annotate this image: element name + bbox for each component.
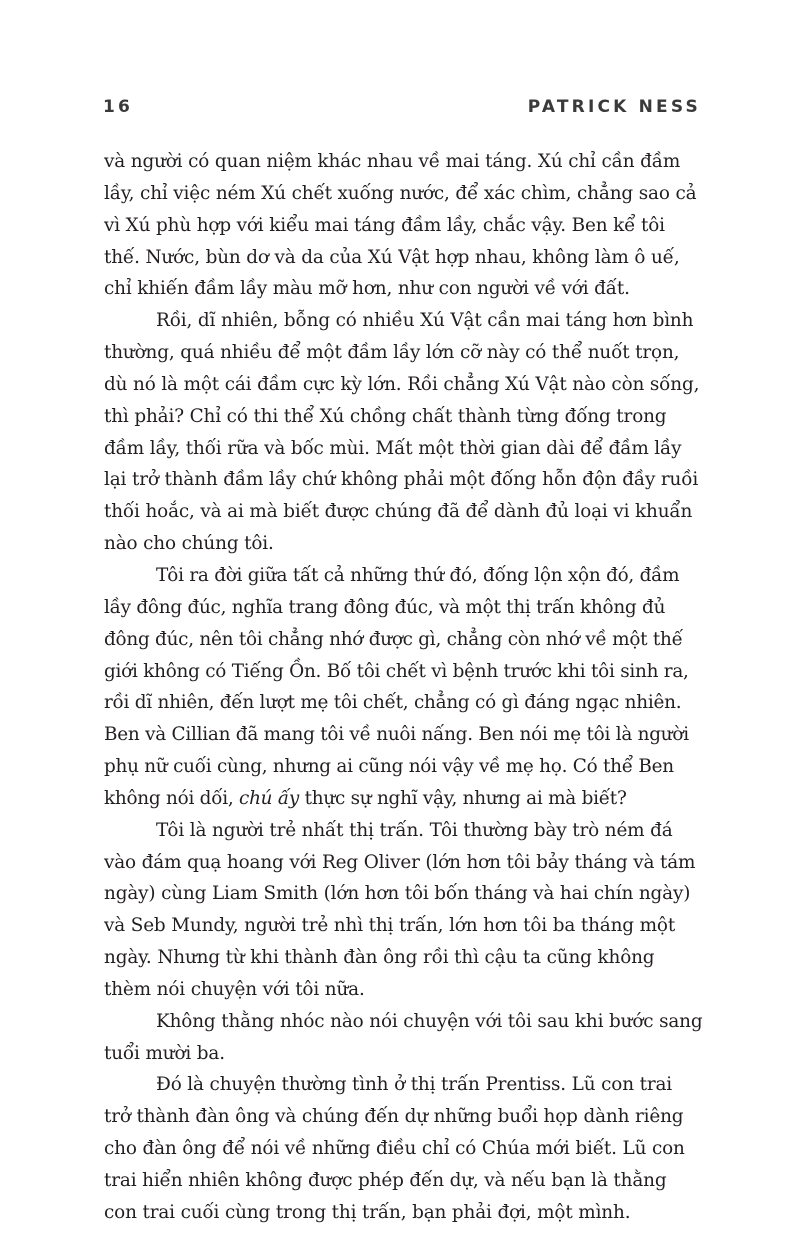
author-name: PATRICK NESS [527, 97, 701, 117]
body-text [104, 146, 704, 1229]
paragraph-3-emphasis: chú ấy [239, 787, 300, 809]
paragraph-1: và người có quan niệm khác nhau về mai táng. Xú chỉ cần đầm lầy, chỉ việc ném Xú chết xuống nước, để xác chìm, chẳng sao cả vì Xú phù hợp với kiểu mai táng đầm lầy, chắc vậy. Ben kể tôi thế. Nước, bùn dơ và da của Xú Vật hợp nhau, không làm ô uế, chỉ khiến đầm lầy màu mỡ hơn, như con người về với đất. [104, 151, 697, 300]
paragraph-2: Rồi, dĩ nhiên, bỗng có nhiều Xú Vật cần mai táng hơn bình thường, quá nhiều để một đầm lầy lớn cỡ này có thể nuốt trọn, dù nó là một cái đầm cực kỳ lớn. Rồi chẳng Xú Vật nào còn sống, thì phải? Chỉ có thi thể Xú chồng chất thành từng đống trong đầm lầy, thối rữa và bốc mùi. Mất một thời gian dài để đầm lầy lại trở thành đầm lầy chứ không phải một đống hỗn độn đầy ruồi thối hoắc, và ai mà biết được chúng đã để dành đủ loại vi khuẩn nào cho chúng tôi. [104, 310, 700, 555]
paragraph-3 [104, 560, 704, 815]
page-number: 16 [103, 97, 134, 117]
paragraph-3-text-start: Tôi ra đời giữa tất cả những thứ đó, đống lộn xộn đó, đầm lầy đông đúc, nghĩa trang đông đúc, và một thị trấn không đủ đông đúc, nên tôi chẳng nhớ được gì, chẳng còn nhớ về một thế giới không có Tiếng Ồn. Bố tôi chết vì bệnh trước khi tôi sinh ra, rồi dĩ nhiên, đến lượt mẹ tôi chết, chẳng có gì đáng ngạc nhiên. Ben và Cillian đã mang tôi về nuôi nấng. Ben nói mẹ tôi là người phụ nữ cuối cùng, nhưng ai cũng nói vậy về mẹ họ. Có thể Ben không nói dối, [104, 564, 689, 809]
paragraph-6: Đó là chuyện thường tình ở thị trấn Prentiss. Lũ con trai trở thành đàn ông và chúng đến dự những buổi họp dành riêng cho đàn ông để nói về những điều chỉ có Chúa mới biết. Lũ con trai hiển nhiên không được phép đến dự, và nếu bạn là thằng con trai cuối cùng trong thị trấn, bạn phải đợi, một mình. [104, 1074, 685, 1223]
paragraph-3-text-end: thực sự nghĩ vậy, nhưng ai mà biết? [299, 787, 627, 809]
paragraph-5: Không thằng nhóc nào nói chuyện với tôi sau khi bước sang tuổi mười ba. [104, 1010, 703, 1064]
paragraph-4: Tôi là người trẻ nhất thị trấn. Tôi thường bày trò ném đá vào đám quạ hoang với Reg Oliver (lớn hơn tôi bảy tháng và tám ngày) cùng Liam Smith (lớn hơn tôi bốn tháng và hai chín ngày) và Seb Mundy, người trẻ nhì thị trấn, lớn hơn tôi ba tháng một ngày. Nhưng từ khi thành đàn ông rồi thì cậu ta cũng không thèm nói chuyện với tôi nữa. [104, 819, 696, 1000]
running-header [103, 97, 701, 121]
